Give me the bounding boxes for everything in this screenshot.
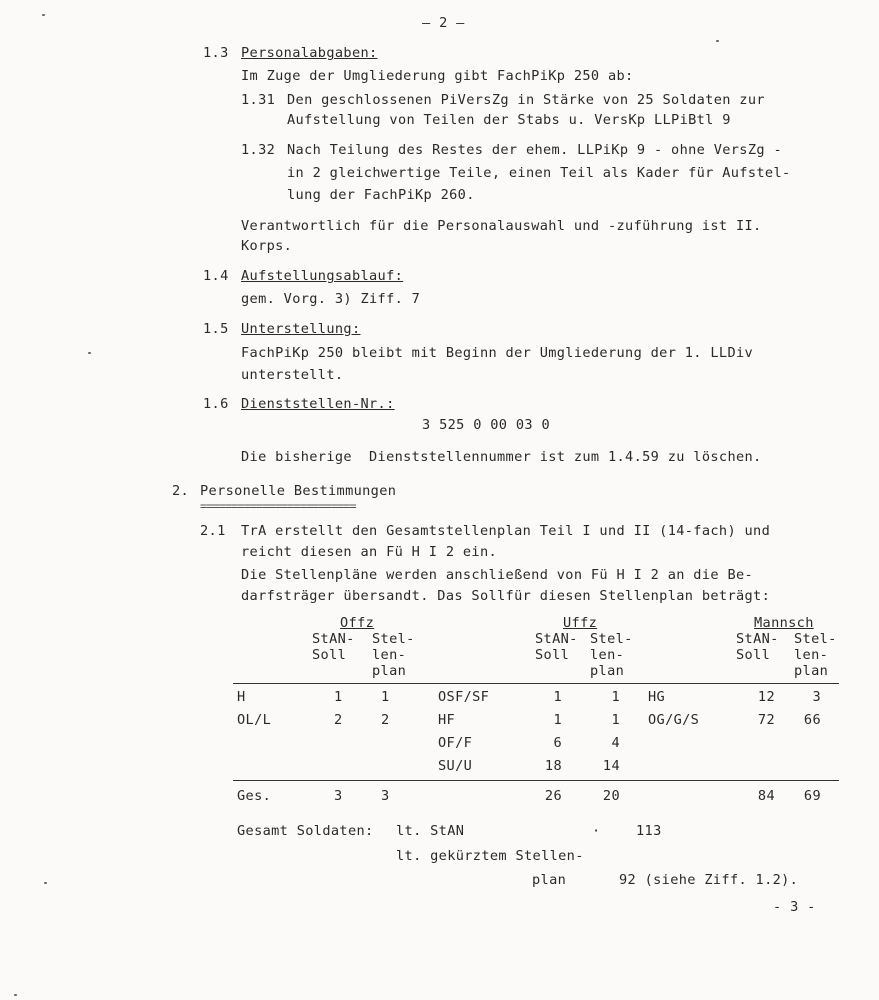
dienststellen-number: 3 525 0 00 03 0 (422, 417, 551, 433)
summary-text: plan (532, 872, 567, 888)
paragraph-line: Die Stellenpläne werden anschließend von Fü H I 2 an die Be- (241, 567, 754, 583)
value-cell: 12 (757, 689, 775, 705)
title-underline: ========================= (200, 499, 356, 513)
scan-mark: · (592, 823, 601, 839)
section-title: Personalabgaben: (241, 45, 378, 61)
col-header-plan: plan (372, 663, 407, 679)
col-header-plan: plan (794, 663, 829, 679)
summary-value: 113 (636, 823, 662, 839)
col-header-soll: Soll (736, 647, 771, 663)
value-cell: 3 (812, 689, 821, 705)
table-rule (233, 780, 839, 781)
value-cell: 14 (602, 758, 620, 774)
value-cell: 66 (803, 712, 821, 728)
paragraph-line: unterstellt. (241, 367, 344, 383)
value-cell: 2 (381, 712, 390, 728)
col-header-stellen: Stel- (794, 631, 837, 647)
section-number: 1.5 (203, 321, 229, 337)
scan-speck (42, 14, 45, 16)
col-header-soll: Soll (312, 647, 347, 663)
rank-cell: H (237, 689, 246, 705)
section-number: 1.4 (203, 268, 229, 284)
rank-cell: OG/G/S (648, 712, 700, 728)
col-header-len: len- (590, 647, 625, 663)
value-cell: 18 (544, 758, 562, 774)
col-header-plan: plan (590, 663, 625, 679)
section-number: 1.6 (203, 396, 229, 412)
rank-cell: HG (648, 689, 666, 705)
value-cell: 1 (381, 689, 390, 705)
paragraph-line: lung der FachPiKp 260. (287, 187, 475, 203)
paragraph-line: gem. Vorg. 3) Ziff. 7 (241, 291, 421, 307)
section-title: Unterstellung: (241, 321, 361, 337)
paragraph-line: Den geschlossenen PiVersZg in Stärke von 25 Soldaten zur (287, 92, 765, 108)
section-number: 1.3 (203, 45, 229, 61)
value-cell: 72 (757, 712, 775, 728)
next-page-marker: - 3 - (773, 899, 816, 915)
paragraph-line: in 2 gleichwertige Teile, einen Teil als Kader für Aufstel- (287, 165, 791, 181)
paragraph-line: reicht diesen an Fü H I 2 ein. (241, 544, 498, 560)
col-header-len: len- (372, 647, 407, 663)
value-cell: 6 (553, 735, 562, 751)
rank-cell: HF (438, 712, 456, 728)
paragraph-line: Korps. (241, 238, 293, 254)
group-header-offz: Offz (340, 615, 375, 631)
total-value: 84 (757, 788, 775, 804)
total-value: 69 (803, 788, 821, 804)
scan-speck (44, 882, 47, 884)
paragraph-line: Aufstellung von Teilen der Stabs u. VersKp LLPiBtl 9 (287, 112, 731, 128)
group-header-uffz: Uffz (563, 615, 598, 631)
paragraph-line: TrA erstellt den Gesamtstellenplan Teil I und II (14-fach) und (241, 523, 771, 539)
value-cell: 4 (611, 735, 620, 751)
item-number: 1.31 (241, 92, 276, 108)
value-cell: 1 (611, 689, 620, 705)
value-cell: 2 (334, 712, 343, 728)
item-number: 2.1 (200, 523, 226, 539)
section-title: Dienststellen-Nr.: (241, 396, 395, 412)
total-label: Ges. (237, 788, 272, 804)
value-cell: 1 (553, 689, 562, 705)
col-header-stellen: Stel- (372, 631, 415, 647)
group-header-mannsch: Mannsch (754, 615, 814, 631)
item-number: 1.32 (241, 142, 276, 158)
col-header-stan: StAN- (535, 631, 578, 647)
section-number: 2. (172, 483, 190, 499)
scan-speck (88, 352, 91, 354)
col-header-stan: StAN- (736, 631, 779, 647)
total-value: 3 (381, 788, 390, 804)
scan-speck (716, 40, 719, 42)
summary-text: lt. StAN (396, 823, 465, 839)
scan-speck (14, 994, 17, 996)
col-header-stellen: Stel- (590, 631, 633, 647)
paragraph-line: FachPiKp 250 bleibt mit Beginn der Umgliederung der 1. LLDiv (241, 345, 754, 361)
rank-cell: OSF/SF (438, 689, 490, 705)
col-header-stan: StAN- (312, 631, 355, 647)
section-title: Personelle Bestimmungen (200, 483, 397, 499)
rank-cell: SU/U (438, 758, 473, 774)
paragraph-line: Nach Teilung des Restes der ehem. LLPiKp 9 - ohne VersZg - (287, 142, 782, 158)
paragraph-line: Verantwortlich für die Personalauswahl und -zuführung ist II. (241, 218, 762, 234)
total-value: 26 (544, 788, 562, 804)
col-header-soll: Soll (535, 647, 570, 663)
summary-value: 92 (siehe Ziff. 1.2). (619, 872, 799, 888)
value-cell: 1 (553, 712, 562, 728)
total-value: 20 (602, 788, 620, 804)
summary-text: lt. gekürztem Stellen- (396, 848, 584, 864)
paragraph-line: Im Zuge der Umgliederung gibt FachPiKp 250 ab: (241, 68, 634, 84)
rank-cell: OF/F (438, 735, 473, 751)
summary-label: Gesamt Soldaten: (237, 823, 374, 839)
section-title: Aufstellungsablauf: (241, 268, 404, 284)
paragraph-line: darfsträger übersandt. Das Sollfür diesen Stellenplan beträgt: (241, 588, 771, 604)
value-cell: 1 (334, 689, 343, 705)
value-cell: 1 (611, 712, 620, 728)
table-rule (233, 683, 839, 684)
rank-cell: OL/L (237, 712, 272, 728)
page-number: – 2 – (422, 15, 465, 31)
total-value: 3 (334, 788, 343, 804)
paragraph-line: Die bisherige Dienststellennummer ist zum 1.4.59 zu löschen. (241, 449, 762, 465)
col-header-len: len- (794, 647, 829, 663)
